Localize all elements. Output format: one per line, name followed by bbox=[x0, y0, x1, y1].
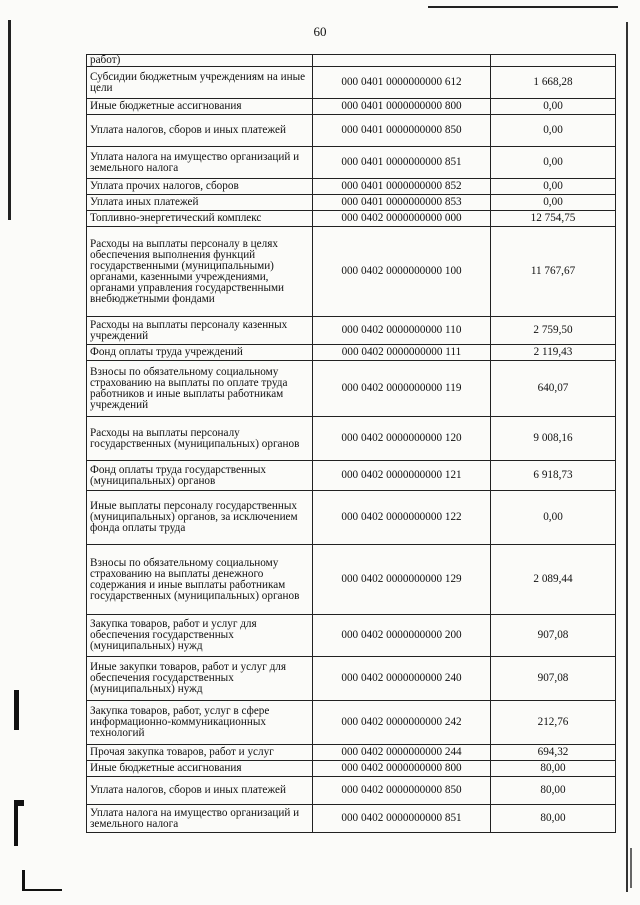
budget-table bbox=[86, 54, 616, 833]
table-row bbox=[87, 761, 616, 777]
row-amount: 6 918,73 bbox=[491, 461, 616, 491]
scan-mark bbox=[22, 889, 62, 891]
table-row bbox=[87, 545, 616, 615]
table-row bbox=[87, 195, 616, 211]
row-amount: 80,00 bbox=[491, 777, 616, 805]
table-row bbox=[87, 67, 616, 99]
row-amount: 11 767,67 bbox=[491, 227, 616, 317]
row-amount: 212,76 bbox=[491, 701, 616, 745]
table-row bbox=[87, 461, 616, 491]
table-row bbox=[87, 147, 616, 179]
row-amount bbox=[491, 55, 616, 67]
row-code: 000 0402 0000000000 800 bbox=[313, 761, 491, 777]
row-name: Взносы по обязательному социальному страхованию на выплаты денежного содержания и иные выплаты работникам государственных (муниципальных) органов bbox=[87, 545, 313, 615]
row-code: 000 0402 0000000000 120 bbox=[313, 417, 491, 461]
left-border-line bbox=[8, 20, 11, 220]
row-name: Субсидии бюджетным учреждениям на иные цели bbox=[87, 67, 313, 99]
table-row bbox=[87, 317, 616, 345]
table-row bbox=[87, 805, 616, 833]
table-row bbox=[87, 491, 616, 545]
table-row bbox=[87, 615, 616, 657]
table-row bbox=[87, 657, 616, 701]
table-row bbox=[87, 179, 616, 195]
row-code: 000 0402 0000000000 850 bbox=[313, 777, 491, 805]
row-amount: 907,08 bbox=[491, 657, 616, 701]
table-row bbox=[87, 55, 616, 67]
row-amount: 2 759,50 bbox=[491, 317, 616, 345]
row-name: Иные бюджетные ассигнования bbox=[87, 761, 313, 777]
row-name: Уплата налогов, сборов и иных платежей bbox=[87, 115, 313, 147]
row-amount: 0,00 bbox=[491, 99, 616, 115]
scan-mark bbox=[14, 806, 18, 846]
right-border-line bbox=[626, 22, 628, 892]
row-name: Расходы на выплаты персоналу в целях обеспечения выполнения функций государственными (муниципальными) органами, казенными учреждениями, органами управления государственными внебюджетными фондами bbox=[87, 227, 313, 317]
row-name: Расходы на выплаты персоналу казенных учреждений bbox=[87, 317, 313, 345]
row-code: 000 0401 0000000000 852 bbox=[313, 179, 491, 195]
row-code: 000 0402 0000000000 111 bbox=[313, 345, 491, 361]
table-row bbox=[87, 417, 616, 461]
row-code: 000 0402 0000000000 110 bbox=[313, 317, 491, 345]
right-border-mark bbox=[630, 848, 632, 888]
table-row bbox=[87, 99, 616, 115]
table-row bbox=[87, 115, 616, 147]
table-row bbox=[87, 345, 616, 361]
row-name: Уплата налога на имущество организаций и земельного налога bbox=[87, 147, 313, 179]
row-name: Прочая закупка товаров, работ и услуг bbox=[87, 745, 313, 761]
row-name: Закупка товаров, работ, услуг в сфере информационно-коммуникационных технологий bbox=[87, 701, 313, 745]
row-code: 000 0402 0000000000 851 bbox=[313, 805, 491, 833]
row-code: 000 0401 0000000000 800 bbox=[313, 99, 491, 115]
row-name: Топливно-энергетический комплекс bbox=[87, 211, 313, 227]
row-code: 000 0402 0000000000 240 bbox=[313, 657, 491, 701]
table-row bbox=[87, 361, 616, 417]
row-code: 000 0401 0000000000 853 bbox=[313, 195, 491, 211]
row-code bbox=[313, 55, 491, 67]
row-name: Расходы на выплаты персоналу государственных (муниципальных) органов bbox=[87, 417, 313, 461]
row-amount: 12 754,75 bbox=[491, 211, 616, 227]
row-name: Фонд оплаты труда государственных (муниципальных) органов bbox=[87, 461, 313, 491]
row-code: 000 0402 0000000000 129 bbox=[313, 545, 491, 615]
row-code: 000 0402 0000000000 000 bbox=[313, 211, 491, 227]
row-amount: 2 089,44 bbox=[491, 545, 616, 615]
row-name: Иные выплаты персоналу государственных (муниципальных) органов, за исключением фонда оплаты труда bbox=[87, 491, 313, 545]
table-row bbox=[87, 777, 616, 805]
row-amount: 694,32 bbox=[491, 745, 616, 761]
row-code: 000 0401 0000000000 612 bbox=[313, 67, 491, 99]
row-amount: 2 119,43 bbox=[491, 345, 616, 361]
page-number: 60 bbox=[313, 24, 327, 39]
table-row bbox=[87, 701, 616, 745]
row-amount: 0,00 bbox=[491, 147, 616, 179]
row-code: 000 0402 0000000000 200 bbox=[313, 615, 491, 657]
row-name: Уплата налога на имущество организаций и земельного налога bbox=[87, 805, 313, 833]
row-amount: 0,00 bbox=[491, 115, 616, 147]
row-amount: 80,00 bbox=[491, 761, 616, 777]
row-name: Взносы по обязательному социальному страхованию на выплаты по оплате труда работников и иные выплаты работникам учреждений bbox=[87, 361, 313, 417]
row-code: 000 0402 0000000000 100 bbox=[313, 227, 491, 317]
table-row bbox=[87, 211, 616, 227]
scan-mark bbox=[22, 870, 25, 890]
row-amount: 907,08 bbox=[491, 615, 616, 657]
row-amount: 0,00 bbox=[491, 195, 616, 211]
row-code: 000 0401 0000000000 850 bbox=[313, 115, 491, 147]
row-amount: 0,00 bbox=[491, 179, 616, 195]
row-name: Иные бюджетные ассигнования bbox=[87, 99, 313, 115]
row-name: Уплата налогов, сборов и иных платежей bbox=[87, 777, 313, 805]
table-row bbox=[87, 745, 616, 761]
row-name: Закупка товаров, работ и услуг для обеспечения государственных (муниципальных) нужд bbox=[87, 615, 313, 657]
row-name: Фонд оплаты труда учреждений bbox=[87, 345, 313, 361]
row-code: 000 0402 0000000000 244 bbox=[313, 745, 491, 761]
row-amount: 9 008,16 bbox=[491, 417, 616, 461]
row-name: Уплата иных платежей bbox=[87, 195, 313, 211]
row-amount: 80,00 bbox=[491, 805, 616, 833]
row-amount: 0,00 bbox=[491, 491, 616, 545]
row-code: 000 0402 0000000000 122 bbox=[313, 491, 491, 545]
row-name: Иные закупки товаров, работ и услуг для обеспечения государственных (муниципальных) нужд bbox=[87, 657, 313, 701]
row-amount: 640,07 bbox=[491, 361, 616, 417]
row-code: 000 0402 0000000000 242 bbox=[313, 701, 491, 745]
row-code: 000 0402 0000000000 119 bbox=[313, 361, 491, 417]
row-code: 000 0401 0000000000 851 bbox=[313, 147, 491, 179]
scan-mark bbox=[14, 690, 19, 730]
row-name: Уплата прочих налогов, сборов bbox=[87, 179, 313, 195]
row-code: 000 0402 0000000000 121 bbox=[313, 461, 491, 491]
row-amount: 1 668,28 bbox=[491, 67, 616, 99]
table-row bbox=[87, 227, 616, 317]
row-name: работ) bbox=[87, 55, 313, 67]
top-border-line bbox=[428, 6, 618, 8]
